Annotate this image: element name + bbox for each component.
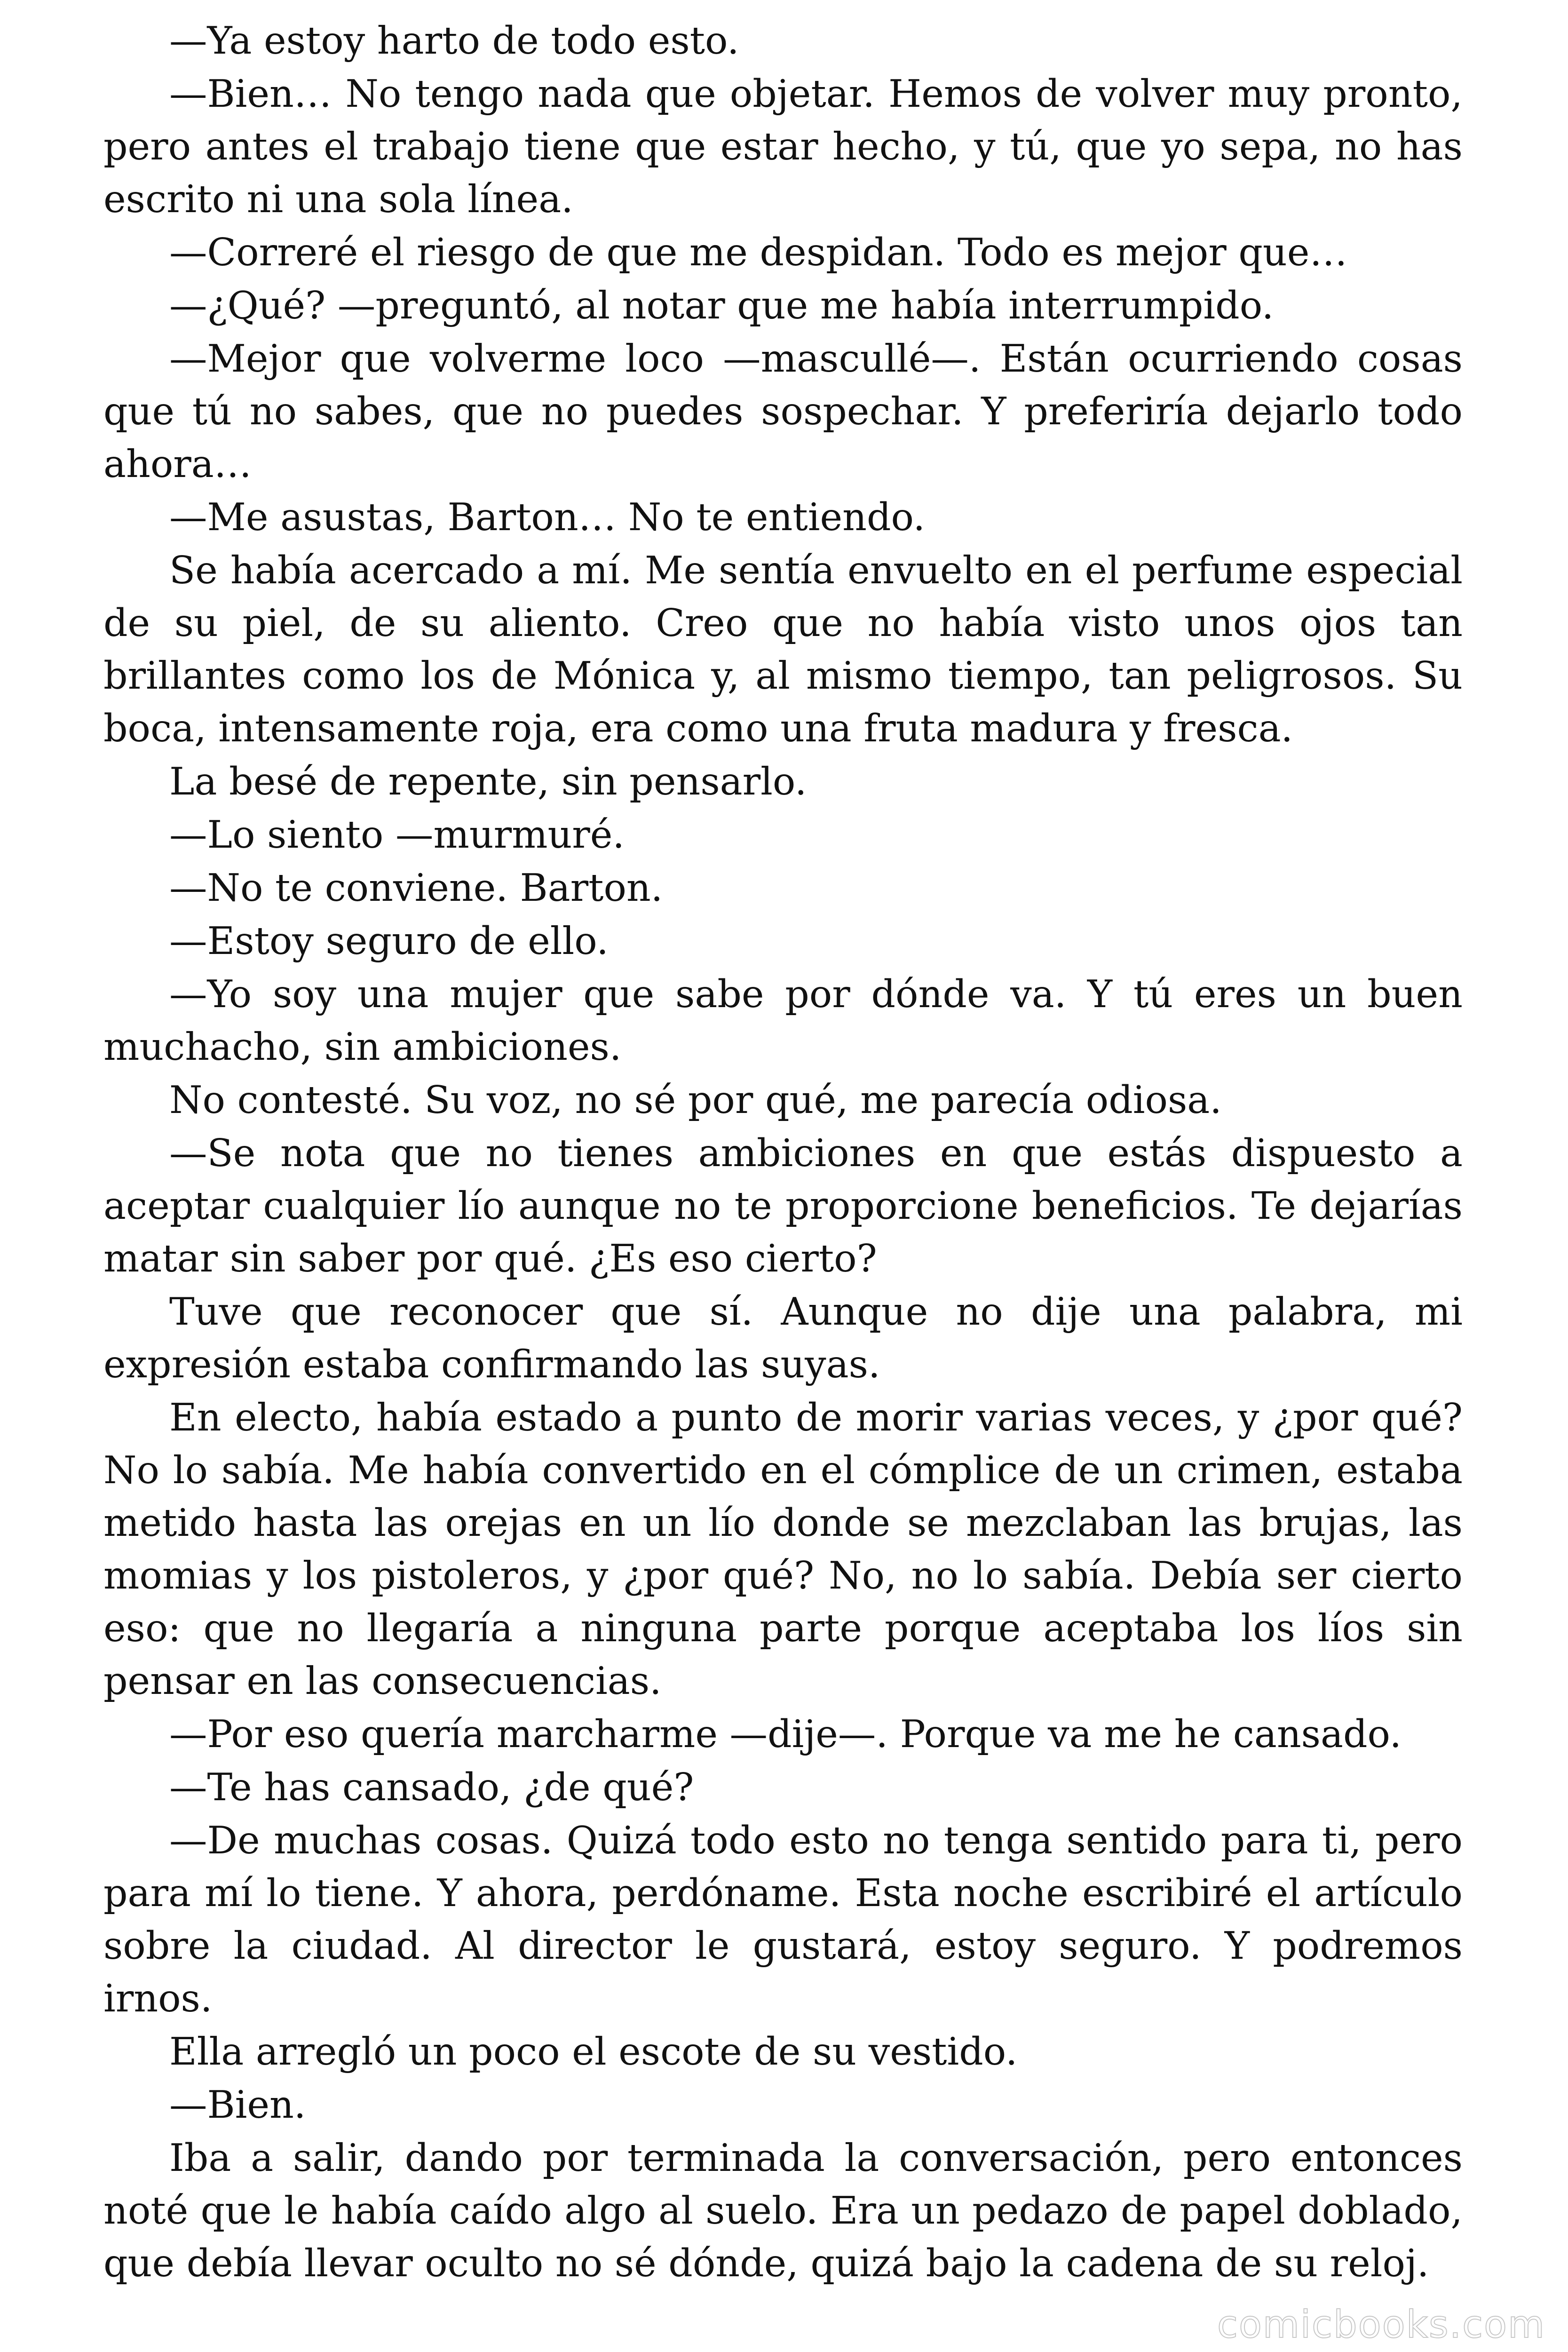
paragraph: —Mejor que volverme loco —mascullé—. Están ocurriendo cosas que tú no sabes, que no puedes sospechar. Y preferiría dejarlo todo ahora… (103, 336, 1463, 486)
paragraph: —Bien. (169, 2082, 306, 2127)
paragraph: Tuve que reconocer que sí. Aunque no dije una palabra, mi expresión estaba confirmando las suyas. (103, 1289, 1463, 1386)
paragraph: —Me asustas, Barton… No te entiendo. (169, 495, 926, 539)
paragraph: —Bien… No tengo nada que objetar. Hemos de volver muy pronto, pero antes el trabajo tiene que estar hecho, y tú, que yo sepa, no has escrito ni una sola línea. (103, 72, 1463, 221)
paragraph: —De muchas cosas. Quizá todo esto no tenga sentido para ti, pero para mí lo tiene. Y ahora, perdóname. Esta noche escribiré el artículo sobre la ciudad. Al director le gustará, estoy seguro. Y podremos irnos. (103, 1818, 1463, 2020)
document-body (103, 14, 1463, 2290)
paragraph: —Te has cansado, ¿de qué? (169, 1765, 694, 1809)
paragraph: No contesté. Su voz, no sé por qué, me parecía odiosa. (169, 1078, 1222, 1122)
paragraph: —Correré el riesgo de que me despidan. Todo es mejor que… (169, 230, 1347, 274)
paragraph: —Estoy seguro de ello. (169, 919, 609, 963)
paragraph: —Ya estoy harto de todo esto. (169, 18, 739, 63)
paragraph: —Se nota que no tienes ambiciones en que estás dispuesto a aceptar cualquier lío aunque no te proporcione beneficios. Te dejarías matar sin saber por qué. ¿Es eso cierto? (103, 1131, 1463, 1280)
paragraph: Se había acercado a mí. Me sentía envuelto en el perfume especial de su piel, de su aliento. Creo que no había visto unos ojos tan brillantes como los de Mónica y, al mismo tiempo, tan peligrosos. Su boca, intensamente roja, era como una fruta madura y fresca. (103, 548, 1463, 750)
paragraph: —Yo soy una mujer que sabe por dónde va. Y tú eres un buen muchacho, sin ambiciones. (103, 972, 1463, 1069)
paragraph: Ella arregló un poco el escote de su vestido. (169, 2029, 1018, 2074)
paragraph: En electo, había estado a punto de morir varias veces, y ¿por qué? No lo sabía. Me había convertido en el cómplice de un crimen, estaba metido hasta las orejas en un lío donde se mezclaban las brujas, las momias y los pistoleros, y ¿por qué? No, no lo sabía. Debía ser cierto eso: que no llegaría a ninguna parte porque aceptaba los líos sin pensar en las consecuencias. (103, 1395, 1463, 1703)
paragraph: —Lo siento —murmuré. (169, 812, 625, 857)
watermark-text: comicbooks.com (1217, 2303, 1545, 2346)
paragraph: —¿Qué? —preguntó, al notar que me había interrumpido. (169, 283, 1274, 327)
paragraph: —Por eso quería marcharme —dije—. Porque va me he cansado. (169, 1712, 1402, 1756)
paragraph: La besé de repente, sin pensarlo. (169, 759, 807, 803)
paragraph: —No te conviene. Barton. (169, 866, 663, 910)
paragraph: Iba a salir, dando por terminada la conversación, pero entonces noté que le había caído algo al suelo. Era un pedazo de papel doblado, que debía llevar oculto no sé dónde, quizá bajo la cadena de su reloj. (103, 2136, 1463, 2285)
